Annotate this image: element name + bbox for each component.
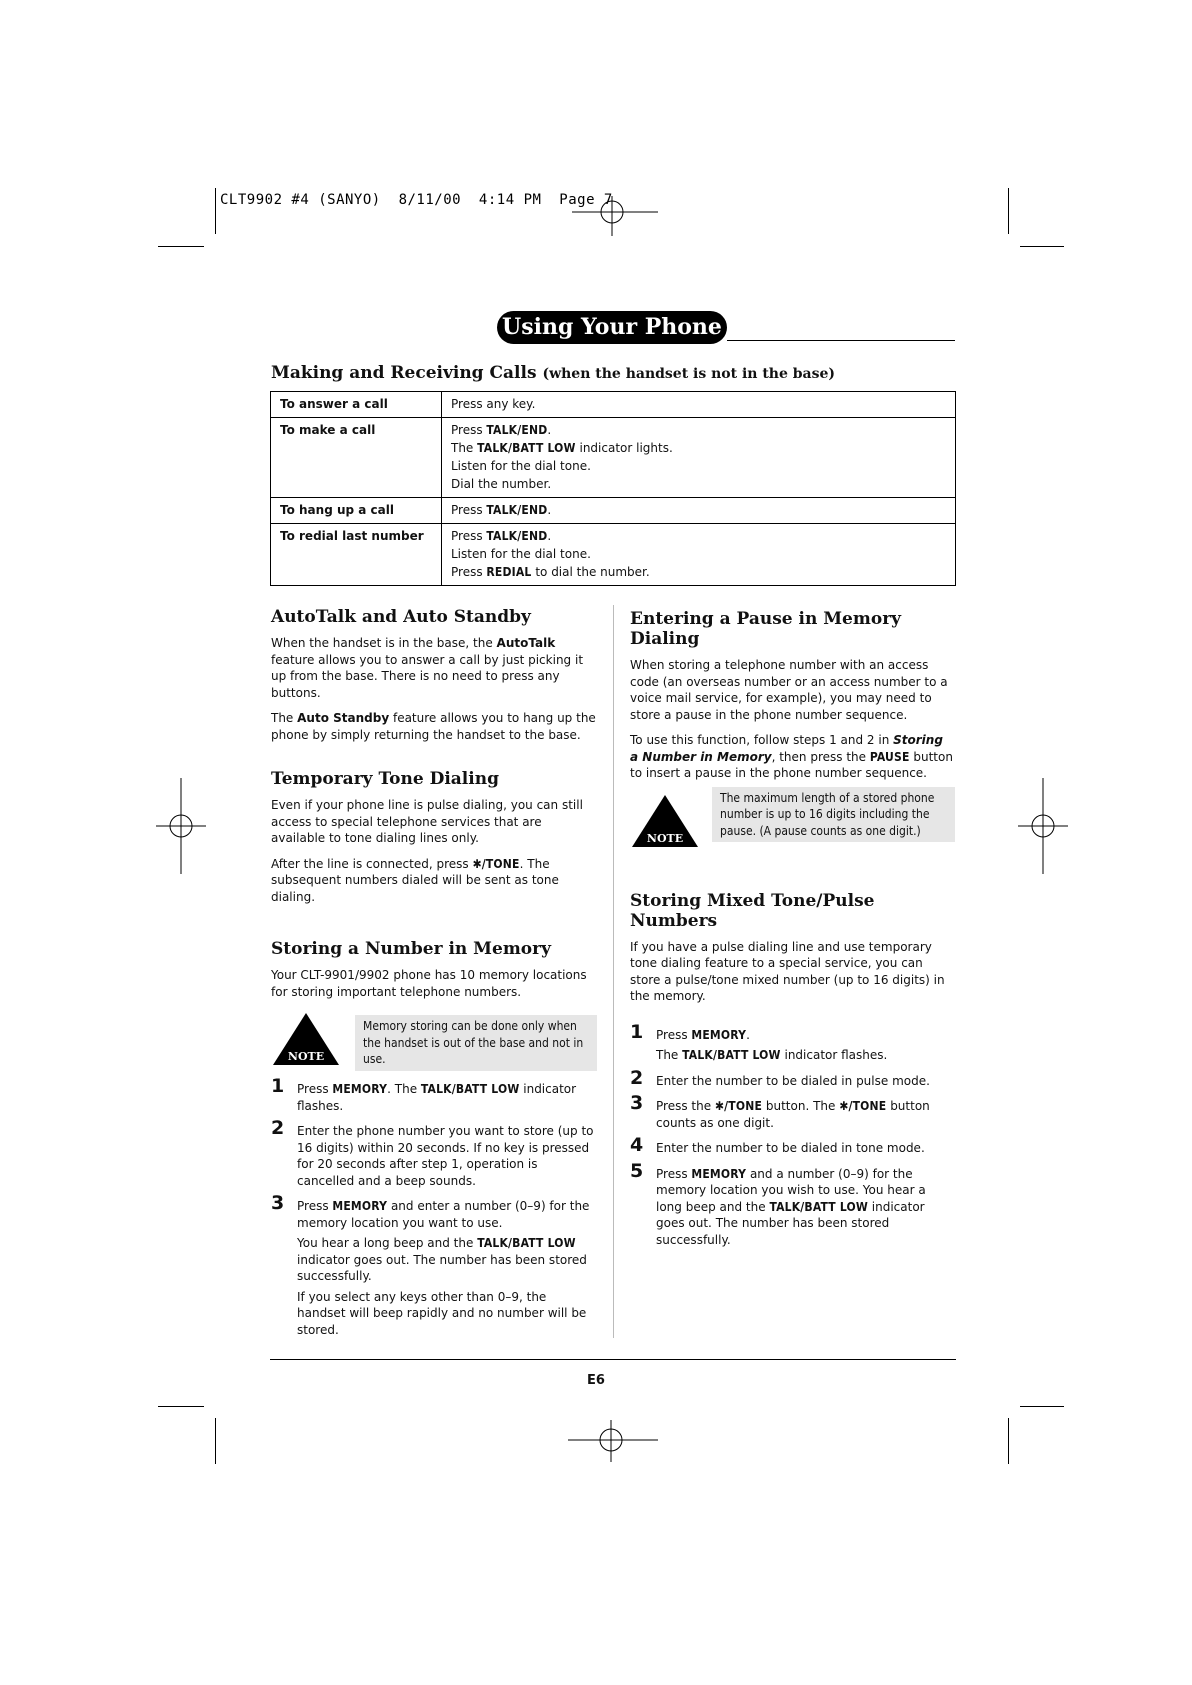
step-number: 2 bbox=[630, 1066, 644, 1089]
tone-heading: Temporary Tone Dialing bbox=[271, 769, 499, 789]
key-label: MEMORY bbox=[691, 1166, 747, 1181]
step-text: If you select any keys other than 0–9, the handset will beep rapidly and no number will be stored. bbox=[297, 1289, 587, 1337]
registration-mark bbox=[1018, 778, 1068, 874]
pause-para-2 bbox=[630, 732, 955, 782]
key-label: PAUSE bbox=[869, 749, 910, 764]
text: After the line is connected, press bbox=[271, 856, 473, 871]
crop-mark bbox=[158, 246, 204, 247]
storing-heading: Storing a Number in Memory bbox=[271, 939, 551, 959]
key-label: TALK/BATT LOW bbox=[477, 441, 576, 455]
step-number: 1 bbox=[271, 1075, 285, 1097]
key-label: TALK/BATT LOW bbox=[420, 1082, 520, 1096]
step-number: 5 bbox=[630, 1159, 644, 1182]
key-label: TALK/END bbox=[486, 503, 548, 517]
registration-mark bbox=[156, 778, 206, 874]
action-instructions bbox=[442, 524, 956, 586]
storing-note bbox=[271, 1009, 597, 1067]
step-text: Press MEMORY. bbox=[656, 1027, 750, 1042]
note-label: NOTE bbox=[287, 1050, 325, 1063]
feature-name: Auto Standby bbox=[297, 711, 390, 725]
key-label: TALK/BATT LOW bbox=[477, 1236, 576, 1250]
storing-steps bbox=[271, 1075, 597, 1338]
header-rule bbox=[270, 340, 497, 341]
action-label: To hang up a call bbox=[271, 498, 442, 524]
action-label: To answer a call bbox=[271, 392, 442, 418]
cross-reference: Storing a Number in Memory bbox=[630, 733, 943, 764]
mixed-steps bbox=[630, 1020, 955, 1249]
step-text: Press MEMORY. The TALK/BATT LOW indicator flashes. bbox=[297, 1082, 577, 1113]
action-instructions bbox=[442, 392, 956, 418]
step-text: Enter the number to be dialed in tone mode. bbox=[656, 1141, 925, 1155]
text: , then press the bbox=[771, 749, 870, 764]
tone-para-2 bbox=[271, 856, 597, 906]
action-instructions bbox=[442, 418, 956, 498]
step-text: Enter the phone number you want to store (up to 16 digits) within 20 seconds. If no key is pressed for 20 seconds after step 1, operation is cancelled and a beep sounds. bbox=[297, 1124, 594, 1188]
step-text: Enter the number to be dialed in pulse mode. bbox=[656, 1073, 930, 1088]
right-column bbox=[630, 609, 955, 1257]
calls-table bbox=[270, 391, 956, 586]
key-label: REDIAL bbox=[486, 565, 532, 579]
column-divider bbox=[613, 605, 614, 1338]
instruction-line: Press TALK/END. bbox=[451, 423, 552, 437]
instruction-line: Listen for the dial tone. bbox=[451, 547, 591, 561]
note-text: The maximum length of a stored phone number is up to 16 digits including the pause. (A pause counts as one digit.) bbox=[712, 787, 955, 843]
note-warning-icon bbox=[630, 793, 700, 849]
action-label: To redial last number bbox=[271, 524, 442, 586]
tone-para-1: Even if your phone line is pulse dialing, you can still access to special telephone services that are available to tone dialing lines only. bbox=[271, 798, 583, 845]
instruction-line: Dial the number. bbox=[451, 477, 552, 491]
calls-heading bbox=[271, 363, 835, 383]
table-row bbox=[271, 418, 956, 498]
text: button to insert a pause in the phone number sequence. bbox=[630, 749, 953, 780]
pause-note bbox=[630, 791, 955, 849]
key-label: MEMORY bbox=[691, 1027, 747, 1042]
autotalk-para-1 bbox=[271, 635, 597, 701]
key-label: ✱/TONE bbox=[839, 1099, 887, 1113]
note-warning-icon bbox=[271, 1011, 341, 1067]
text: feature allows you to answer a call by just picking it up from the base. There is no need to press any buttons. bbox=[271, 652, 584, 700]
page-title: Using Your Phone bbox=[497, 311, 727, 344]
registration-mark bbox=[568, 1420, 658, 1462]
step-text: Press MEMORY and enter a number (0–9) for the memory location you want to use. bbox=[297, 1199, 590, 1230]
step bbox=[271, 1075, 597, 1114]
instruction-line: Listen for the dial tone. bbox=[451, 459, 591, 473]
print-slug: CLT9902 #4 (SANYO) 8/11/00 4:14 PM Page 7 bbox=[220, 192, 613, 208]
left-column bbox=[271, 607, 597, 1347]
note-text: Memory storing can be done only when the handset is out of the base and not in use. bbox=[355, 1015, 597, 1071]
autotalk-heading: AutoTalk and Auto Standby bbox=[271, 607, 531, 627]
step-text: You hear a long beep and the TALK/BATT LOW indicator goes out. The number has been stored successfully. bbox=[297, 1236, 587, 1283]
step-number: 3 bbox=[271, 1192, 285, 1214]
text: The bbox=[271, 711, 298, 725]
step bbox=[271, 1192, 597, 1338]
step bbox=[271, 1117, 597, 1189]
key-label: TALK/BATT LOW bbox=[682, 1048, 781, 1062]
instruction-line: Press TALK/END. bbox=[451, 503, 552, 517]
instruction-line: Press any key. bbox=[451, 397, 536, 411]
crop-mark bbox=[1020, 1406, 1064, 1407]
step-number: 3 bbox=[630, 1092, 644, 1114]
footer-rule bbox=[270, 1359, 956, 1360]
autotalk-para-2 bbox=[271, 710, 597, 743]
instruction-line: Press TALK/END. bbox=[451, 529, 552, 543]
pause-heading: Entering a Pause in Memory Dialing bbox=[630, 609, 902, 649]
crop-mark bbox=[1008, 188, 1009, 234]
crop-mark bbox=[215, 1418, 216, 1464]
table-row bbox=[271, 392, 956, 418]
step-number: 1 bbox=[630, 1020, 644, 1043]
page-number: E6 bbox=[587, 1373, 605, 1388]
key-label: MEMORY bbox=[332, 1199, 388, 1213]
action-instructions bbox=[442, 498, 956, 524]
instruction-line: Press REDIAL to dial the number. bbox=[451, 565, 650, 579]
calls-subheading: (when the handset is not in the base) bbox=[542, 366, 836, 382]
step-number: 2 bbox=[271, 1117, 285, 1139]
step bbox=[630, 1020, 955, 1064]
step-text: The TALK/BATT LOW indicator flashes. bbox=[656, 1048, 888, 1062]
crop-mark bbox=[158, 1406, 204, 1407]
key-label: MEMORY bbox=[332, 1082, 388, 1096]
text: . The subsequent numbers dialed will be sent as tone dialing. bbox=[271, 856, 559, 904]
header-rule bbox=[727, 340, 955, 341]
text: feature allows you to hang up the phone by simply returning the handset to the base. bbox=[271, 711, 596, 742]
text: When the handset is in the base, the bbox=[271, 636, 497, 650]
step bbox=[630, 1092, 955, 1131]
mixed-intro: If you have a pulse dialing line and use temporary tone dialing feature to a special service, you can store a pulse/tone mixed number (up to 16 digits) in the memory. bbox=[630, 939, 945, 1003]
note-label: NOTE bbox=[646, 831, 684, 845]
key-label: TALK/BATT LOW bbox=[769, 1199, 868, 1214]
step bbox=[630, 1066, 955, 1090]
crop-mark bbox=[215, 188, 216, 234]
crop-mark bbox=[1008, 1418, 1009, 1464]
key-label: TALK/END bbox=[486, 423, 548, 437]
mixed-heading: Storing Mixed Tone/Pulse Numbers bbox=[630, 890, 875, 931]
step-text: Press the ✱/TONE button. The ✱/TONE button counts as one digit. bbox=[656, 1099, 930, 1130]
step-number: 4 bbox=[630, 1134, 644, 1156]
key-label: ✱/TONE bbox=[472, 856, 520, 871]
calls-heading-text: Making and Receiving Calls bbox=[271, 363, 537, 383]
step bbox=[630, 1159, 955, 1249]
key-label: ✱/TONE bbox=[714, 1099, 763, 1113]
text: To use this function, follow steps 1 and 2 in bbox=[630, 733, 894, 747]
storing-intro: Your CLT-9901/9902 phone has 10 memory locations for storing important telephone numbers. bbox=[271, 968, 587, 999]
step-text: Press MEMORY and a number (0–9) for the memory location you wish to use. You hear a long beep and the TALK/BATT LOW indicator goes out. The number has been stored successfully. bbox=[656, 1166, 926, 1247]
instruction-line: The TALK/BATT LOW indicator lights. bbox=[451, 441, 673, 455]
crop-mark bbox=[1020, 246, 1064, 247]
pause-para-1: When storing a telephone number with an access code (an overseas number or an access number to a voice mail service, for example), you may need to store a pause in the phone number sequence. bbox=[630, 658, 948, 722]
action-label: To make a call bbox=[271, 418, 442, 498]
table-row bbox=[271, 498, 956, 524]
table-row bbox=[271, 524, 956, 586]
key-label: TALK/END bbox=[486, 529, 548, 543]
registration-mark bbox=[572, 196, 658, 236]
step bbox=[630, 1134, 955, 1157]
feature-name: AutoTalk bbox=[496, 636, 556, 650]
